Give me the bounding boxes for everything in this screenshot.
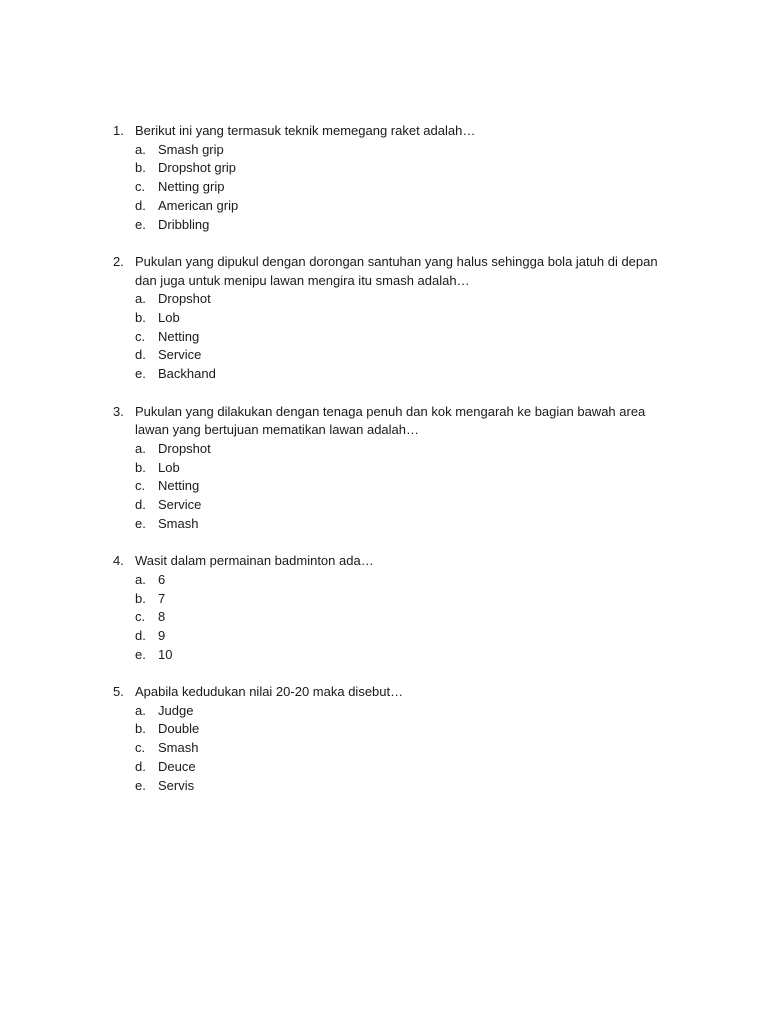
option-list <box>113 702 673 796</box>
option-text: Lob <box>158 310 180 326</box>
question-number: 1. <box>113 123 124 138</box>
question-list <box>113 122 673 814</box>
option-text: Servis <box>158 777 195 793</box>
option-text: Smash <box>158 515 199 531</box>
option-letter: b. <box>135 459 146 475</box>
question-2 <box>113 253 673 384</box>
question-text: Wasit dalam permainan badminton ada… <box>135 553 374 569</box>
option-text: Netting grip <box>158 179 225 195</box>
option-list <box>113 290 673 384</box>
option-text: Judge <box>158 702 194 718</box>
option-letter: c. <box>135 179 146 195</box>
option-item <box>113 646 673 665</box>
option-text: Service <box>158 347 202 363</box>
option-text: Dropshot <box>158 291 211 307</box>
question-text: Pukulan yang dilakukan dengan tenaga penuh dan kok mengarah ke bagian bawah area lawan yang bertujuan mematikan lawan adalah… <box>135 403 646 438</box>
option-item <box>113 328 673 347</box>
question-5 <box>113 683 673 795</box>
question-1-line <box>113 122 673 141</box>
option-letter: d. <box>135 758 146 774</box>
option-item <box>113 290 673 309</box>
option-letter: b. <box>135 721 146 737</box>
option-letter: a. <box>135 440 146 456</box>
option-list <box>113 141 673 235</box>
option-letter: c. <box>135 609 146 625</box>
option-text: Smash <box>158 740 199 756</box>
question-4-line <box>113 552 673 571</box>
option-letter: a. <box>135 291 146 307</box>
option-item <box>113 590 673 609</box>
option-item <box>113 571 673 590</box>
option-text: 7 <box>158 590 166 606</box>
option-item <box>113 608 673 627</box>
option-text: Deuce <box>158 758 196 774</box>
option-letter: b. <box>135 160 146 176</box>
option-item <box>113 365 673 384</box>
option-text: Netting <box>158 328 200 344</box>
option-letter: a. <box>135 141 146 157</box>
option-text: Service <box>158 497 202 513</box>
option-letter: a. <box>135 571 146 587</box>
option-letter: a. <box>135 702 146 718</box>
option-item <box>113 739 673 758</box>
option-text: Backhand <box>158 366 216 382</box>
option-item <box>113 758 673 777</box>
option-letter: d. <box>135 497 146 513</box>
option-letter: e. <box>135 366 146 382</box>
question-1 <box>113 122 673 234</box>
option-item <box>113 720 673 739</box>
option-list <box>113 571 673 665</box>
option-letter: d. <box>135 347 146 363</box>
option-letter: b. <box>135 310 146 326</box>
question-text: Berikut ini yang termasuk teknik memegang raket adalah… <box>135 123 476 138</box>
option-item <box>113 141 673 160</box>
option-text: Smash grip <box>158 141 224 157</box>
option-letter: c. <box>135 740 146 756</box>
question-number: 4. <box>113 553 124 569</box>
option-item <box>113 477 673 496</box>
option-text: Dropshot <box>158 440 211 456</box>
question-3 <box>113 403 673 534</box>
option-item <box>113 440 673 459</box>
question-number: 5. <box>113 684 124 700</box>
option-item <box>113 159 673 178</box>
option-text: 6 <box>158 571 166 587</box>
option-letter: e. <box>135 777 146 793</box>
question-text: Apabila kedudukan nilai 20-20 maka disebut… <box>135 684 404 700</box>
option-item <box>113 627 673 646</box>
option-item <box>113 496 673 515</box>
option-item <box>113 216 673 235</box>
question-4 <box>113 552 673 664</box>
option-item <box>113 309 673 328</box>
option-text: Lob <box>158 459 180 475</box>
question-5-line <box>113 683 673 702</box>
question-number: 3. <box>113 403 124 419</box>
question-text: Pukulan yang dipukul dengan dorongan santuhan yang halus sehingga bola jatuh di depan dan juga untuk menipu lawan mengira itu smash adalah… <box>135 253 658 288</box>
option-letter: e. <box>135 646 146 662</box>
option-letter: c. <box>135 478 146 494</box>
option-text: Double <box>158 721 200 737</box>
option-text: American grip <box>158 197 239 213</box>
option-item <box>113 178 673 197</box>
option-text: Dropshot grip <box>158 160 237 176</box>
option-text: 8 <box>158 609 166 625</box>
option-list <box>113 440 673 534</box>
option-item <box>113 346 673 365</box>
question-2-line <box>113 253 673 290</box>
option-letter: d. <box>135 197 146 213</box>
option-text: 10 <box>158 646 173 662</box>
option-item <box>113 515 673 534</box>
option-letter: c. <box>135 328 146 344</box>
option-letter: d. <box>135 627 146 643</box>
option-letter: e. <box>135 216 146 232</box>
option-item <box>113 702 673 721</box>
option-item <box>113 197 673 216</box>
option-text: Netting <box>158 478 200 494</box>
option-item <box>113 777 673 796</box>
option-letter: b. <box>135 590 146 606</box>
question-number: 2. <box>113 253 124 269</box>
option-text: 9 <box>158 627 166 643</box>
question-3-line <box>113 403 673 440</box>
option-text: Dribbling <box>158 216 210 232</box>
option-letter: e. <box>135 515 146 531</box>
option-item <box>113 459 673 478</box>
